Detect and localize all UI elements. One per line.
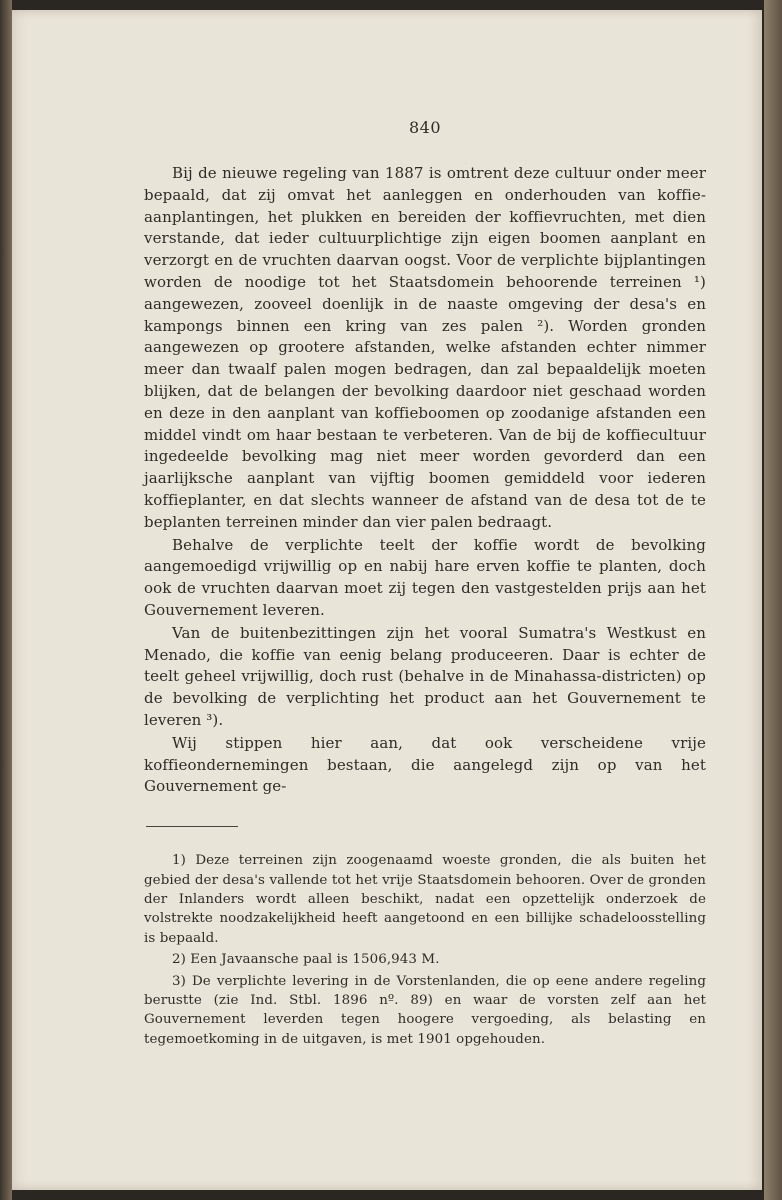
body-paragraph-2: Behalve de verplichte teelt der koffie wordt de bevolking aangemoedigd vrijwillig op en nabij hare erven koffie te planten, doch ook de vruchten daarvan moet zij tegen den vastgestelden prijs aan het Gouvernement leveren. — [144, 535, 706, 619]
footnote-1: 1) Deze terreinen zijn zoogenaamd woeste gronden, die als buiten het gebied der desa's vallende tot het vrije Staatsdomein behooren. Over de gronden der Inlanders wordt alleen beschikt, nadat een opzettelijk onderzoek de volstrekte noodzakelijkheid heeft aangetoond en een billijke schadeloosstelling is bepaald. — [144, 853, 706, 946]
body-paragraph-3: Van de buitenbezittingen zijn het vooral Sumatra's Westkust en Menado, die koffie van eenig belang produceeren. Daar is echter de teelt geheel vrijwillig, doch rust (behalve in de Minahassa-districten) op de bevolking de verplichting het product aan het Gouvernement te leveren ³). — [144, 623, 706, 729]
footnote-2: 2) Een Javaansche paal is 1506,943 M. — [172, 952, 440, 968]
page-number: 840 — [408, 118, 442, 137]
book-page — [12, 10, 762, 1190]
footnote-separator — [146, 826, 238, 827]
body-paragraph-1: Bij de nieuwe regeling van 1887 is omtrent deze cultuur onder meer bepaald, dat zij omvat het aanleggen en onderhouden van koffie-aanplantingen, het plukken en bereiden der koffievruchten, met dien verstande, dat ieder cultuurplichtige zijn eigen boomen aanplant en verzorgt en de vruchten daarvan oogst. Voor de verplichte bijplantingen worden de noodige tot het Staatsdomein behoorende terreinen ¹) aangewezen, zooveel doenlijk in de naaste omgeving der desa's en kampongs binnen een kring van zes palen ²). Worden gronden aangewezen op grootere afstanden, welke afstanden echter nimmer meer dan twaalf palen mogen bedragen, dan zal bepaaldelijk moeten blijken, dat de belangen der bevolking daardoor niet geschaad worden en deze in den aanplant van koffieboomen op zoodanige afstanden een middel vindt om haar bestaan te verbeteren. Van de bij de koffiecultuur ingedeelde bevolking mag niet meer worden gevorderd dan een jaarlijksche aanplant van vijftig boomen gemiddeld voor iederen koffieplanter, en dat slechts wanneer de afstand van de desa tot de te beplanten terreinen minder dan vier palen bedraagt. — [144, 164, 706, 531]
book-spine-edge-left — [0, 0, 12, 1200]
body-paragraph-4: Wij stippen hier aan, dat ook verscheidene vrije koffieondernemingen bestaan, die aangelegd zijn op van het Gouvernement ge- — [144, 733, 706, 796]
page-content — [144, 118, 706, 1049]
footnote-3: 3) De verplichte levering in de Vorstenlanden, die op eene andere regeling berustte (zie Ind. Stbl. 1896 nº. 89) en waar de vorsten zelf aan het Gouvernement leverden tegen hoogere vergoeding, als belasting en tegemoetkoming in de uitgaven, is met 1901 opgehouden. — [144, 973, 706, 1047]
book-edge-right — [764, 0, 782, 1200]
